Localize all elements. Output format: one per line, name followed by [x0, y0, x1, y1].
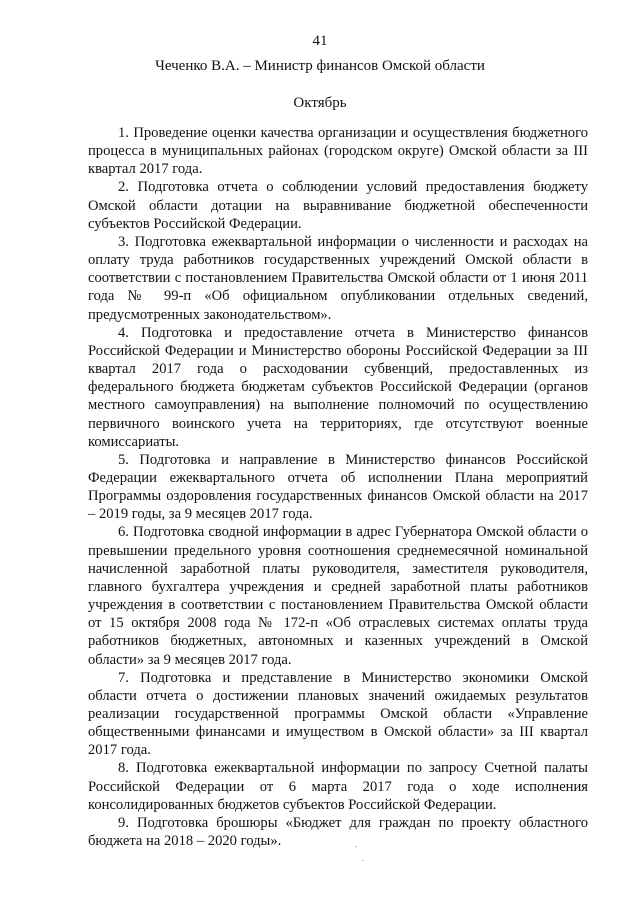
task-item	[88, 523, 588, 668]
task-item-text: Подготовка брошюры «Бюджет для граждан по проекту областного бюджета на 2018 – 2020 годы».	[88, 814, 588, 850]
page-number: 41	[312, 33, 328, 49]
task-item-number: 8.	[118, 760, 129, 777]
scan-speck	[362, 860, 364, 861]
task-item-text: Проведение оценки качества организации и осуществления бюджетного процесса в муниципальных районах (городском округе) Омской области за III квартал 2017 года.	[88, 125, 588, 178]
task-item-text: Подготовка ежеквартальной информации по запросу Счетной палаты Российской Федерации от 6 марта 2017 года о ходе исполнения консолидированных бюджетов субъектов Российской Федерации.	[88, 760, 588, 813]
task-item-number: 5.	[118, 451, 129, 468]
task-item-text: Подготовка ежеквартальной информации о численности и расходах на оплату труда работников государственных учреждений Омской области в соответствии с постановлением Правительства Омской области от 1 июня 2011 года № 99-п «Об официальном опубликовании отдельных сведений, предусмотренных законодательством».	[88, 233, 588, 323]
task-item-number: 7.	[118, 669, 129, 686]
task-item	[88, 233, 588, 324]
task-item-number: 9.	[118, 814, 129, 831]
scan-speck	[355, 846, 357, 847]
task-item-number: 2.	[118, 179, 129, 196]
task-item-number: 3.	[118, 233, 129, 250]
task-item-text: Подготовка отчета о соблюдении условий предоставления бюджету Омской области дотации на выравнивание бюджетной обеспеченности субъектов Российской Федерации.	[88, 179, 588, 232]
task-item-number: 1.	[118, 125, 129, 141]
task-item	[88, 178, 588, 232]
task-list	[88, 124, 588, 850]
task-item	[88, 814, 588, 850]
task-item-text: Подготовка и предоставление отчета в Министерство финансов Российской Федерации и Министерство обороны Российской Федерации за III квартал 2017 года о расходовании субвенций, предоставленных из федерального бюджета бюджетам субъектов Российской Федерации (органов местного самоуправления) на выполнение полномочий по осуществлению первичного воинского учета на территориях, где отсутствуют военные комиссариаты.	[88, 324, 588, 450]
task-item-number: 4.	[118, 324, 129, 341]
task-item	[88, 759, 588, 813]
task-item-number: 6.	[118, 524, 129, 541]
responsible-person-heading: Чеченко В.А. – Министр финансов Омской области	[155, 58, 485, 74]
task-item	[88, 451, 588, 524]
task-item	[88, 324, 588, 451]
task-item-text: Подготовка и направление в Министерство финансов Российской Федерации ежеквартального отчета об исполнении Плана мероприятий Программы оздоровления государственных финансов Омской области на 2017 – 2019 годы, за 9 месяцев 2017 года.	[88, 451, 588, 523]
task-item-text: Подготовка сводной информации в адрес Губернатора Омской области о превышении предельного уровня соотношения среднемесячной номинальной начисленной заработной платы руководителя, заместителя руководителя, главного бухгалтера учреждения и средней заработной платы работников учреждения в соответствии с постановлением Правительства Омской области от 15 октября 2008 года № 172-п «Об отраслевых системах оплаты труда работников бюджетных, автономных и казенных учреждений в Омской области» за 9 месяцев 2017 года.	[88, 524, 588, 668]
task-item	[88, 669, 588, 760]
month-heading: Октябрь	[293, 95, 347, 111]
task-item	[88, 124, 588, 178]
task-item-text: Подготовка и представление в Министерство экономики Омской области отчета о достижении плановых значений ожидаемых результатов реализации государственной программы Омской области «Управление общественными финансами и имуществом в Омской области» за III квартал 2017 года.	[88, 669, 588, 759]
